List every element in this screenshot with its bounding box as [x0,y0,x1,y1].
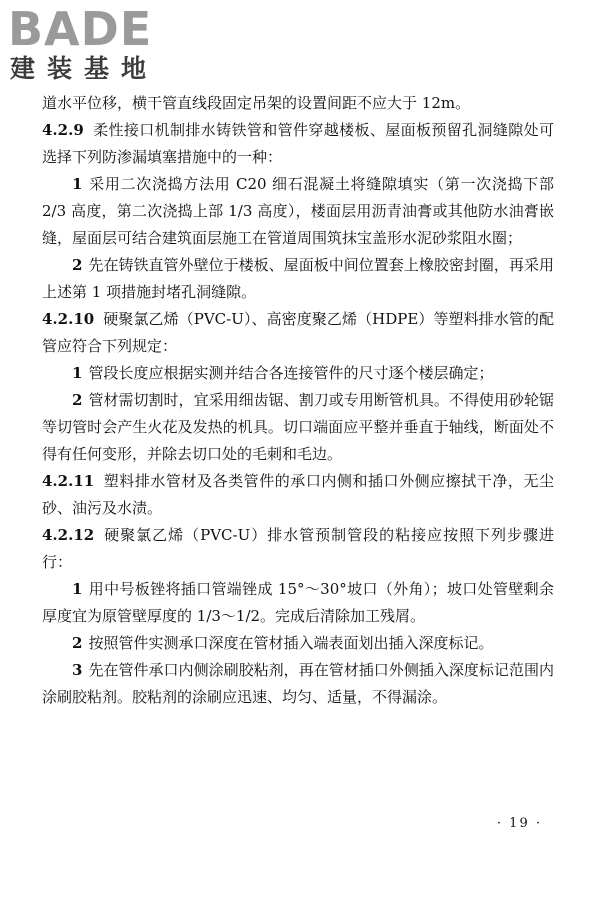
item-number: 2 [72,256,83,274]
paragraph-text: 道水平位移，横干管直线段固定吊架的设置间距不应大于 12m。 [42,94,471,112]
item-number: 3 [72,661,83,679]
item-text: 采用二次浇捣方法用 C20 细石混凝土将缝隙填实（第一次浇捣下部 2/3 高度，第二次浇捣上部 1/3 高度），楼面层用沥青油膏或其他防水油膏嵌缝，屋面层可结合建筑面层施工在管道周围筑抹宝盖形水泥砂浆阻水圈； [42,175,554,247]
clause-number: 4.2.9 [42,121,84,139]
clause-4-2-11 [42,468,554,522]
item-text: 管段长度应根据实测并结合各连接管件的尺寸逐个楼层确定； [88,364,494,382]
item-number: 2 [72,391,83,409]
clause-4-2-12 [42,522,554,576]
item-number: 1 [72,364,83,382]
item-number: 1 [72,175,83,193]
clause-4-2-10 [42,306,554,360]
list-item [42,360,554,387]
item-text: 先在铸铁直管外壁位于楼板、屋面板中间位置套上橡胶密封圈，再采用上述第 1 项措施封堵孔洞缝隙。 [42,256,554,301]
clause-text: 硬聚氯乙烯（PVC-U）排水管预制管段的粘接应按照下列步骤进行： [42,526,554,571]
item-text: 按照管件实测承口深度在管材插入端表面划出插入深度标记。 [88,634,494,652]
list-item [42,630,554,657]
clause-text: 塑料排水管材及各类管件的承口内侧和插口外侧应擦拭干净，无尘砂、油污及水渍。 [42,472,554,517]
logo-subtitle: 建装基地 [10,54,159,83]
clause-text: 柔性接口机制排水铸铁管和管件穿越楼板、屋面板预留孔洞缝隙处可选择下列防渗漏填塞措施中的一种： [42,121,554,166]
list-item [42,252,554,306]
clause-number: 4.2.11 [42,472,95,490]
item-text: 用中号板锉将插口管端锉成 15°～30°坡口（外角）；坡口处管壁剩余厚度宜为原管壁厚度的 1/3～1/2。完成后清除加工残屑。 [42,580,554,625]
page-number: · 19 · [496,816,542,831]
document-body [42,90,554,711]
clause-number: 4.2.10 [42,310,95,328]
paragraph-continuation [42,90,554,117]
list-item [42,387,554,468]
clause-number: 4.2.12 [42,526,95,544]
logo-brand: BADE [8,2,153,56]
list-item [42,171,554,252]
list-item [42,576,554,630]
bade-logo [8,4,178,88]
item-number: 2 [72,634,83,652]
clause-4-2-9 [42,117,554,171]
clause-text: 硬聚氯乙烯（PVC-U）、高密度聚乙烯（HDPE）等塑料排水管的配管应符合下列规定： [42,310,554,355]
item-text: 管材需切割时，宜采用细齿锯、割刀或专用断管机具。不得使用砂轮锯等切管时会产生火花及发热的机具。切口端面应平整并垂直于轴线，断面处不得有任何变形，并除去切口处的毛刺和毛边。 [42,391,554,463]
list-item [42,657,554,711]
item-text: 先在管件承口内侧涂刷胶粘剂，再在管材插口外侧插入深度标记范围内涂刷胶粘剂。胶粘剂的涂刷应迅速、均匀、适量，不得漏涂。 [42,661,554,706]
item-number: 1 [72,580,83,598]
